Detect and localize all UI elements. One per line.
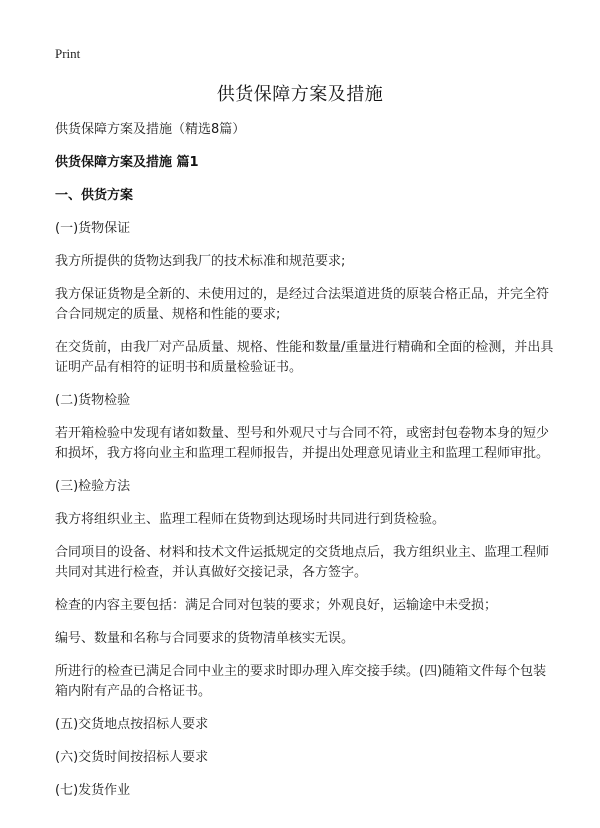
item-heading-3: (三)检验方法 (55, 479, 131, 494)
item-heading-2: (二)货物检验 (55, 393, 131, 408)
paragraph-5: 我方将组织业主、监理工程师在货物到达现场时共同进行到货检验。 (55, 512, 446, 527)
paragraph-3: 在交货前，由我厂对产品质量、规格、性能和数量/重量进行精确和全面的检测，并出具证明产品有相符的证明书和质量检验证书。 (55, 340, 554, 375)
document-body (55, 120, 555, 814)
document-subtitle: 供货保障方案及措施（精选8篇） (55, 122, 246, 137)
item-7: (七)发货作业 (55, 783, 131, 798)
paragraph-4: 若开箱检验中发现有诸如数量、型号和外观尺寸与合同不符，或密封包卷物本身的短少和损坏，我方将向业主和监理工程师报告，并提出处理意见请业主和监理工程师审批。 (55, 426, 550, 461)
print-label: Print (55, 46, 81, 61)
paragraph-8: 编号、数量和名称与合同要求的货物清单核实无误。 (55, 631, 355, 646)
paragraph-2: 我方保证货物是全新的、未使用过的，是经过合法渠道进货的原装合格正品，并完全符合合同规定的质量、规格和性能的要求; (55, 287, 550, 322)
item-6: (六)交货时间按招标人要求 (55, 750, 209, 765)
page-title: 供货保障方案及措施 (216, 84, 384, 105)
item-5: (五)交货地点按招标人要求 (55, 717, 209, 732)
paragraph-6: 合同项目的设备、材料和技术文件运抵规定的交货地点后，我方组织业主、监理工程师共同对其进行检查，并认真做好交接记录，各方签字。 (55, 545, 550, 580)
item-heading-1: (一)货物保证 (55, 221, 131, 236)
part-heading: 一、供货方案 (55, 188, 134, 203)
paragraph-7: 检查的内容主要包括：满足合同对包装的要求；外观良好，运输途中未受损； (55, 598, 498, 613)
section-heading: 供货保障方案及措施 篇1 (55, 155, 199, 170)
paragraph-1: 我方所提供的货物达到我厂的技术标准和规范要求; (55, 254, 346, 269)
paragraph-9: 所进行的检查已满足合同中业主的要求时即办理入库交接手续。(四)随箱文件每个包装箱内附有产品的合格证书。 (55, 664, 547, 699)
